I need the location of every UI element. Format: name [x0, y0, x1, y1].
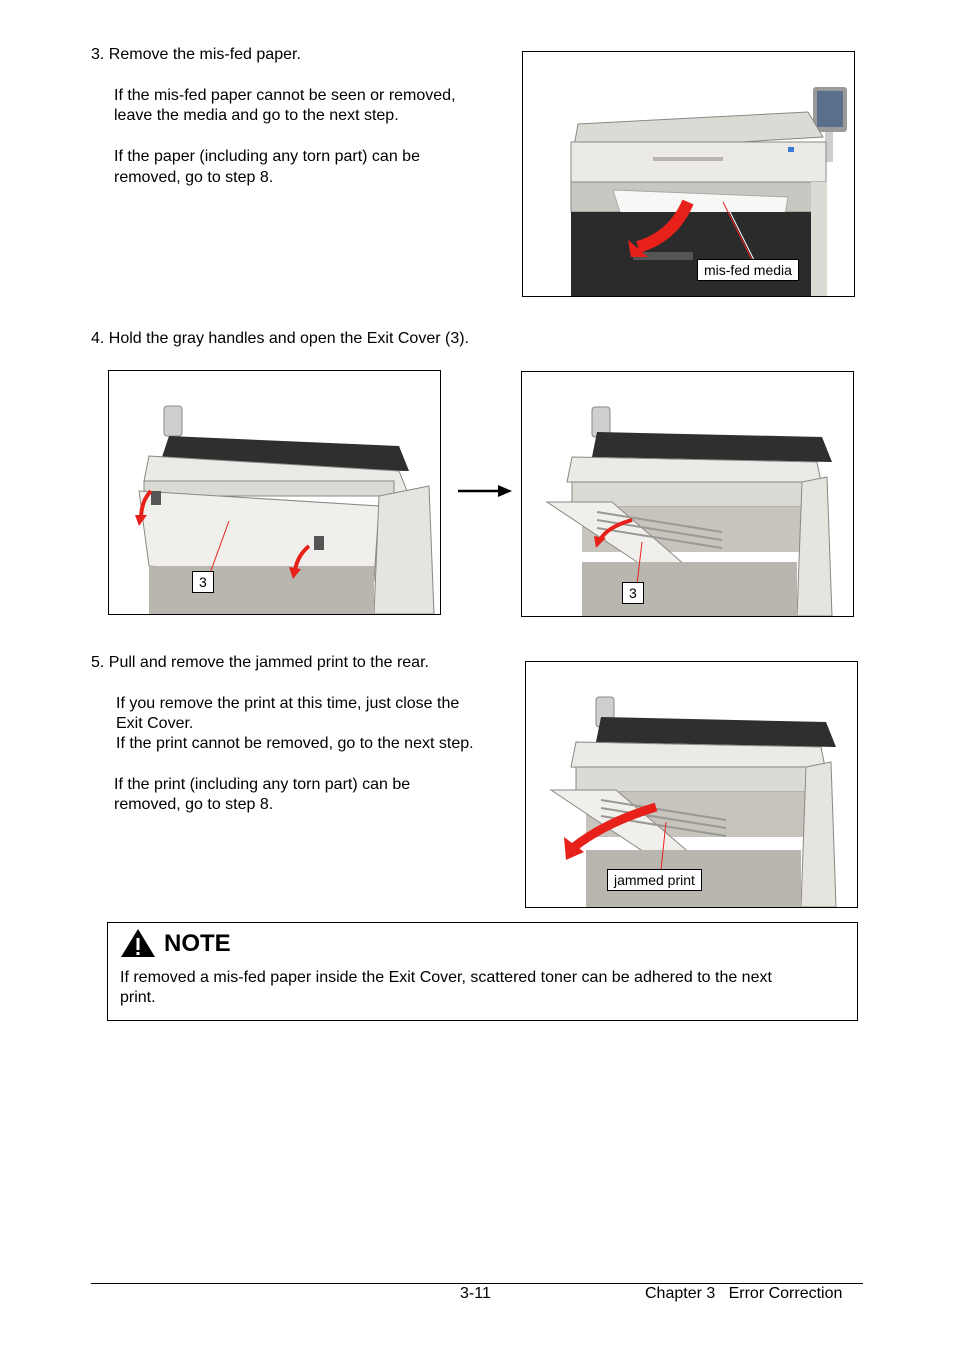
- step-5-para-2-line-2: removed, go to step 8.: [114, 796, 274, 813]
- step-3-para-2-line-2: removed, go to step 8.: [114, 169, 274, 186]
- step-5-para-1-line-3: If the print cannot be removed, go to the next step.: [116, 735, 474, 752]
- right-handle-icon: [314, 536, 324, 550]
- step-3-para-2-line-1: If the paper (including any torn part) can be: [114, 148, 420, 165]
- step-5-para-1-line-1: If you remove the print at this time, just close the: [116, 695, 460, 712]
- step-4-heading: 4. Hold the gray handles and open the Exit Cover (3).: [91, 330, 469, 347]
- note-title: NOTE: [164, 930, 231, 957]
- warning-icon: [120, 928, 156, 958]
- step-3-para-1-line-2: leave the media and go to the next step.: [114, 107, 399, 124]
- jammed-print-label: jammed print: [607, 869, 702, 891]
- exit-cover-label-open: 3: [622, 582, 644, 604]
- mis-fed-media-label: mis-fed media: [697, 259, 799, 281]
- step-5-para-2-line-1: If the print (including any torn part) can be: [114, 776, 411, 793]
- step-4-figure-closed: [108, 370, 441, 615]
- exit-cover-closed-illustration: [109, 371, 440, 614]
- step-3-figure: [522, 51, 855, 297]
- step-5-heading: 5. Pull and remove the jammed print to the rear.: [91, 654, 429, 671]
- note-body-line-1: If removed a mis-fed paper inside the Exit Cover, scattered toner can be adhered to the next: [120, 969, 772, 986]
- exit-cover-open-illustration: [522, 372, 853, 616]
- step-5-para-1-line-2: Exit Cover.: [116, 715, 194, 732]
- page-number: 3-11: [460, 1285, 491, 1302]
- next-arrow-icon: [456, 484, 516, 498]
- note-body-line-2: print.: [120, 989, 156, 1006]
- exit-cover-label-closed: 3: [192, 571, 214, 593]
- mis-fed-printer-illustration: [523, 52, 854, 296]
- step-3-para-1-line-1: If the mis-fed paper cannot be seen or removed,: [114, 87, 456, 104]
- left-handle-icon: [151, 491, 161, 505]
- chapter-title: Chapter 3 Error Correction: [645, 1285, 843, 1302]
- touch-panel-icon: [164, 406, 182, 436]
- step-5-figure: [525, 661, 858, 908]
- step-4-figure-open: [521, 371, 854, 617]
- step-3-heading: 3. Remove the mis-fed paper.: [91, 46, 301, 63]
